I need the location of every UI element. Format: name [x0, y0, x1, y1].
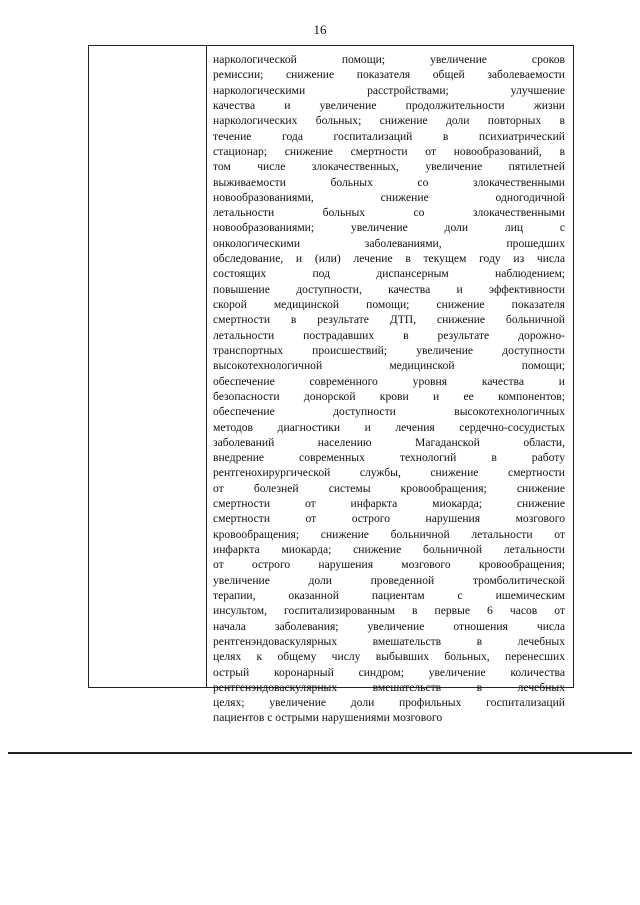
text-line: повышение доступности, качества и эффективности: [213, 282, 565, 296]
text-line: от болезней системы кровообращения; снижение: [213, 481, 565, 495]
text-line: онкологическими заболеваниями, прошедших: [213, 236, 565, 250]
text-line: выживаемости больных со злокачественными: [213, 175, 565, 189]
text-line: смертности от острого нарушения мозгового: [213, 512, 565, 526]
text-line: летальности пострадавших в результате дорожно-: [213, 328, 565, 342]
text-line: заболеваний населению Магаданской области,: [213, 435, 565, 449]
text-line: ремиссии; снижение показателя общей заболеваемости: [213, 68, 565, 82]
text-line: кровообращения; снижение больничной летальности от: [213, 527, 565, 541]
text-line: острый коронарный синдром; увеличение количества: [213, 665, 565, 679]
text-line: наркологической помощи; увеличение сроков: [213, 53, 565, 66]
text-line: смертности в результате ДТП, снижение больничной: [213, 313, 565, 327]
column-divider: [206, 46, 207, 687]
text-line: рентгенохирургической службы, снижение смертности: [213, 466, 565, 480]
text-line: состоящих под диспансерным наблюдением;: [213, 267, 565, 281]
text-line: том числе злокачественных, увеличение пятилетней: [213, 160, 565, 174]
text-line: скорой медицинской помощи; снижение показателя: [213, 298, 565, 311]
text-line: терапии, оказанной пациентам с ишемическим: [213, 588, 565, 602]
text-line: инсультом, госпитализированным в первые 6 часов от: [213, 604, 565, 618]
table-left-cell: [89, 46, 206, 687]
text-line: рентгенэндоваскулярных вмешательств в лечебных: [213, 680, 565, 694]
text-line: рентгенэндоваскулярных вмешательств в лечебных: [213, 634, 565, 648]
text-line: течение года госпитализаций в психиатрический: [213, 129, 565, 143]
footer-rule: [8, 752, 632, 754]
page-number: 16: [313, 22, 327, 37]
text-line: внедрение современных технологий в работу: [213, 451, 565, 465]
text-line: наркологическими расстройствами; улучшение: [213, 83, 565, 97]
text-line: целях к общему числу выбывших больных, перенесших: [213, 650, 565, 664]
document-table: [88, 45, 574, 725]
text-line: пациентов с острыми нарушениями мозгового: [213, 711, 443, 725]
text-line: наркологических больных; снижение доли повторных в: [213, 114, 565, 128]
text-line: безопасности донорской крови и ее компонентов;: [213, 389, 565, 403]
table-right-cell: [213, 52, 565, 726]
text-line: новообразованиями, снижение одногодичной: [213, 190, 565, 204]
text-line: методов диагностики и лечения сердечно-сосудистых: [213, 420, 565, 434]
text-line: обследование, и (или) лечение в текущем году из числа: [213, 252, 565, 266]
text-line: летальности больных со злокачественными: [213, 206, 565, 220]
text-line: обеспечение доступности высокотехнологичных: [213, 405, 565, 419]
text-line: обеспечение современного уровня качества и: [213, 374, 565, 388]
text-line: стационар; снижение смертности от новообразований, в: [213, 144, 565, 158]
text-line: новообразованиями; увеличение доли лиц с: [213, 221, 565, 235]
text-line: качества и увеличение продолжительности жизни: [213, 98, 565, 112]
text-line: начала заболевания; увеличение отношения числа: [213, 619, 565, 633]
text-line: инфаркта миокарда; снижение больничной летальности: [213, 543, 565, 556]
text-line: смертности от инфаркта миокарда; снижение: [213, 497, 565, 511]
text-line: транспортных происшествий; увеличение доступности: [213, 343, 565, 357]
text-line: от острого нарушения мозгового кровообращения;: [213, 558, 565, 572]
text-line: высокотехнологичной медицинской помощи;: [213, 359, 565, 373]
text-line: увеличение доли проведенной тромболитической: [213, 573, 565, 587]
text-line: целях; увеличение доли профильных госпитализаций: [213, 696, 565, 710]
